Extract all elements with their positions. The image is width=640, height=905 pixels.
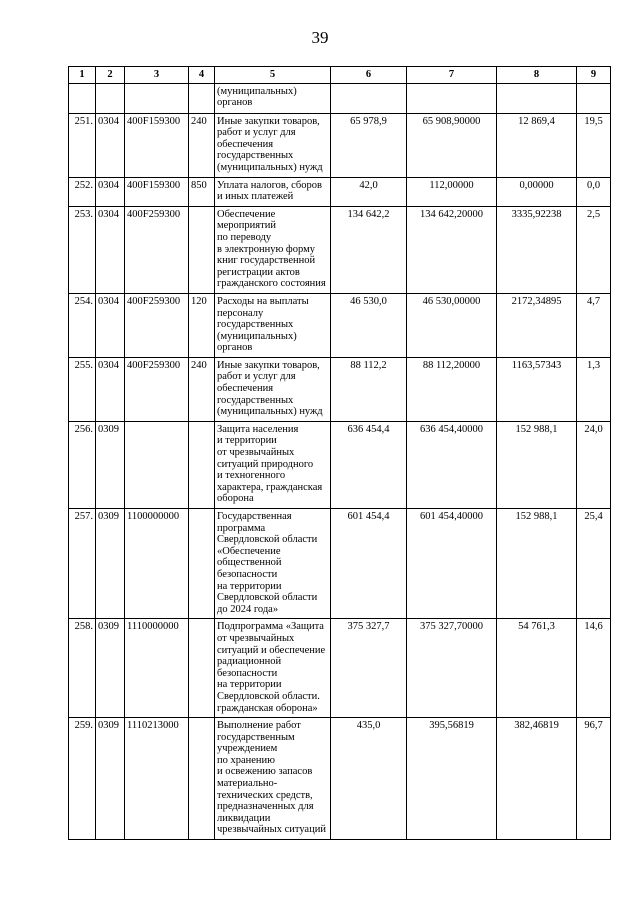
table-row (69, 509, 611, 619)
value-col8: 152 988,1 (497, 509, 577, 619)
table-row (69, 83, 611, 113)
value-col6: 65 978,9 (331, 113, 407, 177)
value-col6: 636 454,4 (331, 421, 407, 508)
percent-col9: 2,5 (577, 206, 611, 293)
item-name: Расходы на выплаты персоналу государственных (муниципальных) органов (215, 293, 331, 357)
value-col8: 12 869,4 (497, 113, 577, 177)
item-name: (муниципальных) органов (215, 83, 331, 113)
value-col6: 46 530,0 (331, 293, 407, 357)
percent-col9 (577, 83, 611, 113)
value-col7: 46 530,00000 (407, 293, 497, 357)
value-col7: 395,56819 (407, 718, 497, 840)
percent-col9: 1,3 (577, 357, 611, 421)
value-col6: 134 642,2 (331, 206, 407, 293)
value-col6: 42,0 (331, 177, 407, 206)
value-col8: 1163,57343 (497, 357, 577, 421)
value-col8 (497, 83, 577, 113)
target-article-code (125, 421, 189, 508)
row-number: 259. (69, 718, 96, 840)
expense-type-code (189, 509, 215, 619)
target-article-code (125, 83, 189, 113)
percent-col9: 25,4 (577, 509, 611, 619)
expense-type-code (189, 619, 215, 718)
value-col7: 88 112,20000 (407, 357, 497, 421)
section-code: 0304 (96, 357, 125, 421)
expense-type-code: 240 (189, 357, 215, 421)
value-col8: 54 761,3 (497, 619, 577, 718)
percent-col9: 4,7 (577, 293, 611, 357)
row-number: 254. (69, 293, 96, 357)
value-col8: 152 988,1 (497, 421, 577, 508)
item-name: Иные закупки товаров, работ и услуг для обеспечения государственных (муниципальных) нужд (215, 357, 331, 421)
value-col8: 3335,92238 (497, 206, 577, 293)
percent-col9: 19,5 (577, 113, 611, 177)
expense-type-code (189, 83, 215, 113)
value-col7: 65 908,90000 (407, 113, 497, 177)
item-name: Государственная программа Свердловской области «Обеспечение общественной безопасности на территории Свердловской области до 2024 года» (215, 509, 331, 619)
expense-type-code: 240 (189, 113, 215, 177)
row-number: 252. (69, 177, 96, 206)
column-header: 2 (96, 67, 125, 84)
table-row (69, 619, 611, 718)
section-code (96, 83, 125, 113)
table-row (69, 357, 611, 421)
target-article-code: 1110213000 (125, 718, 189, 840)
column-header: 8 (497, 67, 577, 84)
expense-type-code (189, 421, 215, 508)
expense-type-code (189, 718, 215, 840)
target-article-code: 400F159300 (125, 177, 189, 206)
value-col6: 88 112,2 (331, 357, 407, 421)
column-header: 9 (577, 67, 611, 84)
target-article-code: 400F259300 (125, 206, 189, 293)
value-col7: 601 454,40000 (407, 509, 497, 619)
value-col7: 112,00000 (407, 177, 497, 206)
section-code: 0309 (96, 421, 125, 508)
row-number: 257. (69, 509, 96, 619)
target-article-code: 400F259300 (125, 357, 189, 421)
section-code: 0304 (96, 206, 125, 293)
value-col7: 375 327,70000 (407, 619, 497, 718)
table-row (69, 177, 611, 206)
target-article-code: 400F159300 (125, 113, 189, 177)
column-header: 3 (125, 67, 189, 84)
table-row (69, 421, 611, 508)
target-article-code: 400F259300 (125, 293, 189, 357)
target-article-code: 1110000000 (125, 619, 189, 718)
page-number: 39 (311, 28, 329, 47)
item-name: Выполнение работ государственным учреждением по хранению и освежению запасов материально- технических средств, предназначенных для ликвидации чрезвычайных ситуаций (215, 718, 331, 840)
column-header: 1 (69, 67, 96, 84)
value-col6 (331, 83, 407, 113)
value-col6: 601 454,4 (331, 509, 407, 619)
value-col8: 2172,34895 (497, 293, 577, 357)
expense-type-code: 850 (189, 177, 215, 206)
percent-col9: 96,7 (577, 718, 611, 840)
value-col7: 134 642,20000 (407, 206, 497, 293)
table-row (69, 113, 611, 177)
header-row (69, 67, 611, 84)
section-code: 0304 (96, 113, 125, 177)
value-col8: 382,46819 (497, 718, 577, 840)
row-number: 251. (69, 113, 96, 177)
budget-table (68, 66, 611, 840)
percent-col9: 0,0 (577, 177, 611, 206)
expense-type-code: 120 (189, 293, 215, 357)
column-header: 7 (407, 67, 497, 84)
section-code: 0304 (96, 177, 125, 206)
item-name: Обеспечение мероприятий по переводу в электронную форму книг государственной регистрации актов гражданского состояния (215, 206, 331, 293)
column-header: 5 (215, 67, 331, 84)
row-number: 256. (69, 421, 96, 508)
row-number: 255. (69, 357, 96, 421)
column-header: 6 (331, 67, 407, 84)
item-name: Подпрограмма «Защита от чрезвычайных ситуаций и обеспечение радиационной безопасности на территории Свердловской области. гражданская оборона» (215, 619, 331, 718)
table-row (69, 206, 611, 293)
value-col6: 375 327,7 (331, 619, 407, 718)
percent-col9: 24,0 (577, 421, 611, 508)
value-col7: 636 454,40000 (407, 421, 497, 508)
expense-type-code (189, 206, 215, 293)
section-code: 0309 (96, 509, 125, 619)
section-code: 0309 (96, 718, 125, 840)
target-article-code: 1100000000 (125, 509, 189, 619)
section-code: 0309 (96, 619, 125, 718)
row-number (69, 83, 96, 113)
value-col7 (407, 83, 497, 113)
row-number: 258. (69, 619, 96, 718)
percent-col9: 14,6 (577, 619, 611, 718)
item-name: Защита населения и территории от чрезвычайных ситуаций природного и техногенного характера, гражданская оборона (215, 421, 331, 508)
table-row (69, 718, 611, 840)
value-col6: 435,0 (331, 718, 407, 840)
table-row (69, 293, 611, 357)
item-name: Иные закупки товаров, работ и услуг для обеспечения государственных (муниципальных) нужд (215, 113, 331, 177)
column-header: 4 (189, 67, 215, 84)
item-name: Уплата налогов, сборов и иных платежей (215, 177, 331, 206)
section-code: 0304 (96, 293, 125, 357)
value-col8: 0,00000 (497, 177, 577, 206)
row-number: 253. (69, 206, 96, 293)
